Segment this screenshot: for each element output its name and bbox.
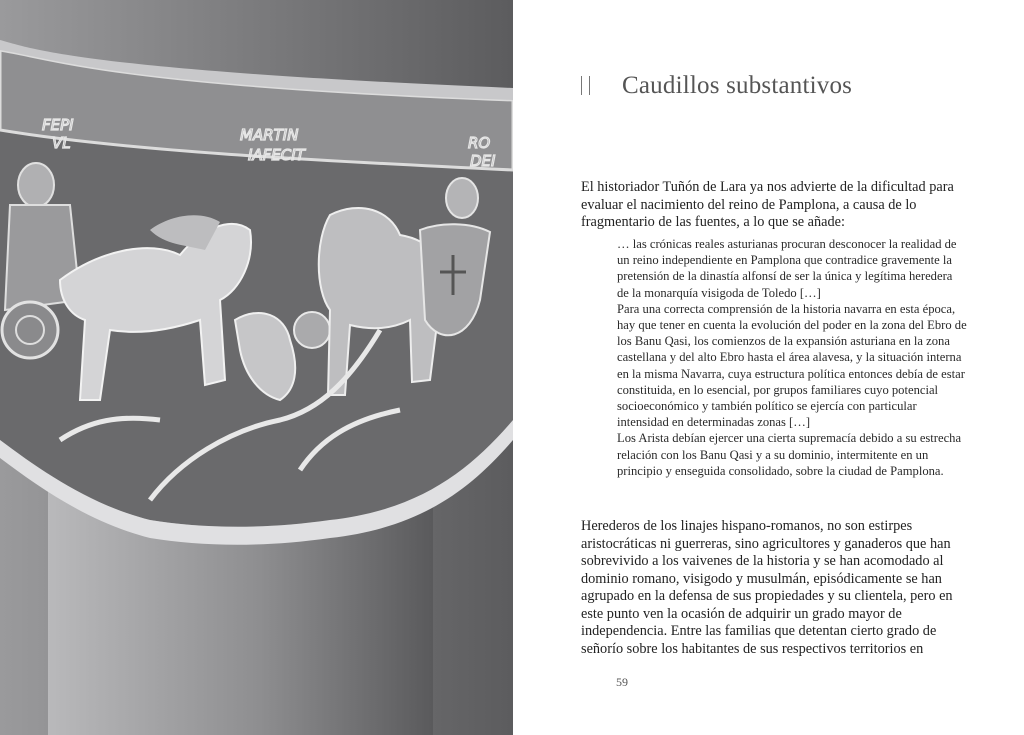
block-quote bbox=[617, 236, 967, 479]
text-page bbox=[513, 0, 1024, 735]
intro-paragraph: El historiador Tuñón de Lara ya nos advierte de la dificultad para evaluar el nacimiento del reino de Pamplona, a causa de lo fragmentario de las fuentes, a lo que se añade: bbox=[581, 179, 954, 230]
inscription-6: DEI bbox=[470, 152, 496, 170]
inscription-4: IAFECIT bbox=[248, 146, 305, 164]
inscription-2: VL bbox=[52, 134, 71, 152]
body-paragraph: Herederos de los linajes hispano-romanos, no son estirpes aristocráticas ni guerreras, sino agricultores y ganaderos que han sobrevivido a los vaivenes de la historia y se han acomodado al dominio romano, visigodo y musulmán, episódicamente se han agrupado en la defensa de sus propiedades y su clientela, pero en este punto ven la ocasión de adquirir un grado mayor de independencia. Entre las familias que detentan cierto grado de señorío sobre los habitantes de sus respectivos territorios en bbox=[581, 518, 953, 657]
inscription-5: RO bbox=[468, 134, 491, 152]
quote-paragraph-2: Para una correcta comprensión de la historia navarra en esta época, hay que tener en cuenta la evolución del poder en la zona del Ebro de los Banu Qasi, los comienzos de la expansión asturiana en la zona castellana y del alto Ebro hasta el área alavesa, y la situación interna en la misma Navarra, cuya estructura política entonces debía de estar constituida, en lo esencial, por grupos familiares cuyo potencial socioeconómico y también político se ejercía con particular intensidad en determinadas zonas […] bbox=[617, 301, 967, 430]
quote-paragraph-1: … las crónicas reales asturianas procuran desconocer la realidad de un reino independiente en Pamplona que contradice gravemente la pretensión de la dinastía alfonsí de ser la única y legítima heredera de la monarquía visigoda de Toledo […] bbox=[617, 237, 957, 300]
inscription-3: MARTIN bbox=[240, 126, 299, 144]
chapter-marker-icon bbox=[581, 76, 590, 95]
chapter-heading bbox=[581, 72, 852, 100]
inscription-1: FEPI bbox=[42, 116, 74, 134]
page-number: 59 bbox=[616, 675, 628, 689]
chapter-title: Caudillos substantivos bbox=[622, 72, 853, 99]
round-shield bbox=[2, 302, 58, 358]
quote-paragraph-3: Los Arista debían ejercer una cierta supremacía debido a su estrecha relación con los Banu Qasi y a su dominio, intermitente en un principio y enseguida consolidado, sobre la ciudad de Pamplona. bbox=[617, 431, 962, 478]
